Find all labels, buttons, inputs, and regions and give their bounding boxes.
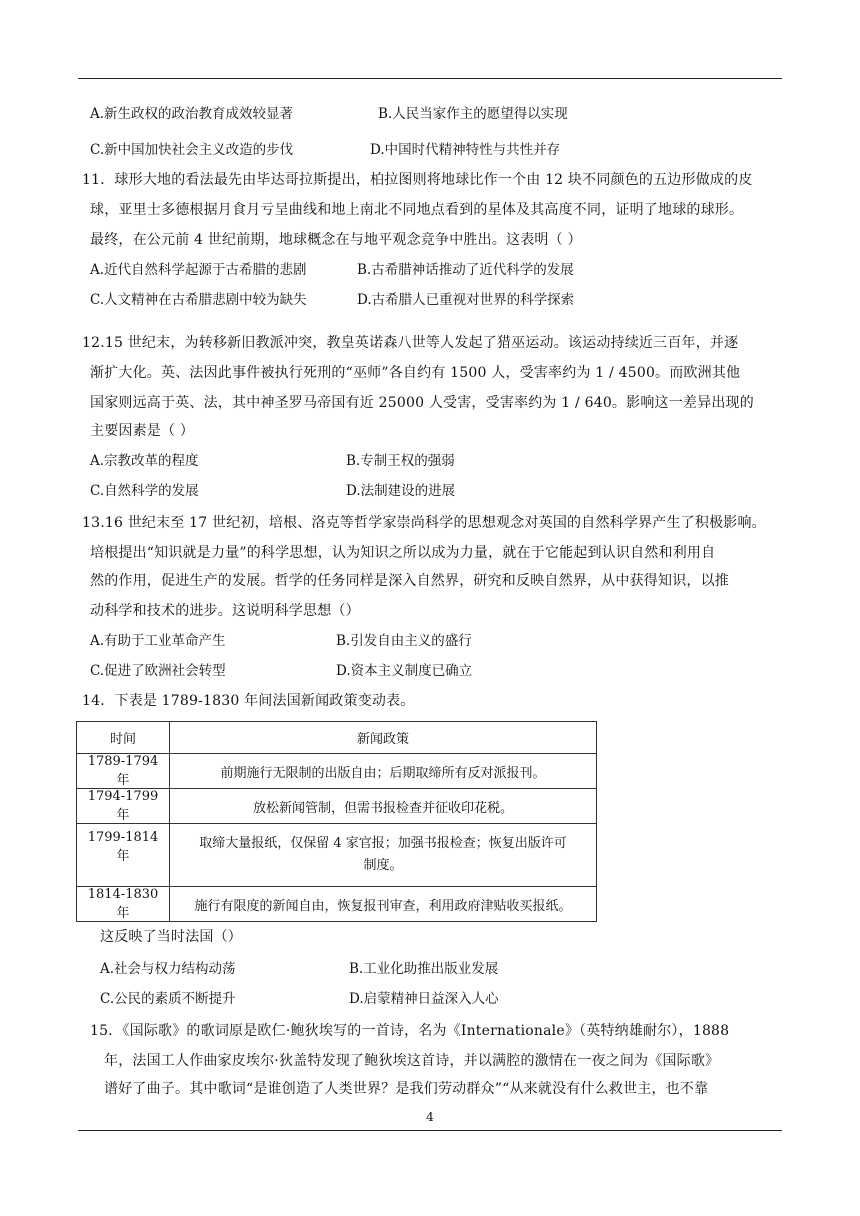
- q11-stem-line-1: 11．球形大地的看法最先由毕达哥拉斯提出，柏拉图则将地球比作一个由 12 块不同颜色的五边形做成的皮: [82, 172, 753, 188]
- q11-option-c: C.人文精神在古希腊悲剧中较为缺失: [90, 292, 307, 308]
- page-number: 4: [426, 1110, 434, 1124]
- q11-stem-line-3: 最终，在公元前 4 世纪前期，地球概念在与地平观念竞争中胜出。这表明（ ）: [90, 232, 582, 248]
- q14-after-table: 这反映了当时法国（）: [100, 929, 242, 945]
- table-cell-time: 1789-1794 年: [77, 754, 170, 789]
- q12-stem-line-4: 主要因素是（ ）: [90, 423, 195, 439]
- q10-option-a: A.新生政权的政治教育成效较显著: [90, 106, 294, 122]
- table-cell-policy: 放松新闻管制，但需书报检查并征收印花税。: [170, 789, 597, 824]
- q12-stem-line-3: 国家则远高于英、法，其中神圣罗马帝国有近 25000 人受害，受害率约为 1 / 640。影响这一差异出现的: [90, 395, 754, 411]
- table-header-policy: 新闻政策: [170, 722, 597, 754]
- q13-stem-line-4: 动科学和技术的进步。这说明科学思想（）: [90, 603, 360, 619]
- q15-stem-line-2: 年，法国工人作曲家皮埃尔·狄盖特发现了鲍狄埃这首诗，并以满腔的激情在一夜之间为《国际歌》: [104, 1053, 720, 1069]
- q13-stem-line-1: 13.16 世纪末至 17 世纪初，培根、洛克等哲学家崇尚科学的思想观念对英国的自然科学界产生了积极影响。: [82, 515, 766, 531]
- q10-option-b: B.人民当家作主的愿望得以实现: [378, 106, 568, 122]
- q15-stem-line-3: 谱好了曲子。其中歌词“是谁创造了人类世界？是我们劳动群众”“从来就没有什么救世主，也不靠: [104, 1081, 709, 1097]
- q12-option-c: C.自然科学的发展: [90, 483, 199, 499]
- q14-option-c: C.公民的素质不断提升: [100, 991, 236, 1007]
- q11-option-d: D.古希腊人已重视对世界的科学探索: [357, 292, 575, 308]
- q11-option-a: A.近代自然科学起源于古希腊的悲剧: [90, 262, 307, 278]
- q10-option-d: D.中国时代精神特性与共性并存: [370, 142, 561, 158]
- table-cell-policy-line-1: 取缔大量报纸，仅保留 4 家官报；加强书报检查；恢复出版许可: [199, 836, 567, 851]
- news-policy-table: [76, 721, 597, 922]
- table-cell-time: 1799-1814 年: [77, 824, 170, 887]
- q11-option-b: B.古希腊神话推动了近代科学的发展: [357, 262, 574, 278]
- q14-stem: 14．下表是 1789-1830 年间法国新闻政策变动表。: [82, 693, 415, 709]
- q13-stem-line-2: 培根提出“知识就是力量”的科学思想，认为知识之所以成为力量，就在于它能起到认识自然和利用自: [90, 545, 716, 561]
- table-row: [77, 887, 597, 922]
- q12-option-a: A.宗教改革的程度: [90, 453, 199, 469]
- table-row: [77, 824, 597, 887]
- q14-option-a: A.社会与权力结构动荡: [100, 961, 236, 977]
- q13-option-c: C.促进了欧洲社会转型: [90, 663, 226, 679]
- q14-option-d: D.启蒙精神日益深入人心: [349, 991, 499, 1007]
- q13-stem-line-3: 然的作用，促进生产的发展。哲学的任务同样是深入自然界，研究和反映自然界，从中获得知识，以推: [90, 573, 729, 589]
- q15-stem-line-1: 15．《国际歌》的歌词原是欧仁·鲍狄埃写的一首诗，名为《Internationale》（英特纳雄耐尔），1888: [90, 1023, 730, 1039]
- header-rule: [78, 78, 782, 79]
- table-header-row: [77, 722, 597, 754]
- q12-option-b: B.专制王权的强弱: [346, 453, 455, 469]
- table-cell-policy-line-2: 制度。: [363, 858, 403, 873]
- q14-option-b: B.工业化助推出版业发展: [349, 961, 499, 977]
- table-cell-policy: 前期施行无限制的出版自由；后期取缔所有反对派报刊。: [170, 754, 597, 789]
- q13-option-b: B.引发自由主义的盛行: [336, 633, 472, 649]
- table-cell-time: 1794-1799 年: [77, 789, 170, 824]
- table-cell-policy: 施行有限度的新闻自由，恢复报刊审查，利用政府津贴收买报纸。: [170, 887, 597, 922]
- q13-option-d: D.资本主义制度已确立: [336, 663, 473, 679]
- q12-stem-line-1: 12.15 世纪末，为转移新旧教派冲突，教皇英诺森八世等人发起了猎巫运动。该运动持续近三百年，并逐: [82, 335, 739, 351]
- q13-option-a: A.有助于工业革命产生: [90, 633, 226, 649]
- q10-option-c: C.新中国加快社会主义改造的步伐: [90, 142, 294, 158]
- table-header-time: 时间: [77, 722, 170, 754]
- q12-stem-line-2: 渐扩大化。英、法因此事件被执行死刑的“巫师”各自约有 1500 人，受害率约为 1 / 4500。而欧洲其他: [90, 365, 741, 381]
- q12-option-d: D.法制建设的进展: [346, 483, 456, 499]
- table-cell-policy: [170, 824, 597, 887]
- table-row: [77, 754, 597, 789]
- q11-stem-line-2: 球，亚里士多德根据月食月亏呈曲线和地上南北不同地点看到的星体及其高度不同，证明了地球的球形。: [90, 202, 744, 218]
- footer-rule: [78, 1130, 782, 1131]
- table-row: [77, 789, 597, 824]
- table-cell-time: 1814-1830 年: [77, 887, 170, 922]
